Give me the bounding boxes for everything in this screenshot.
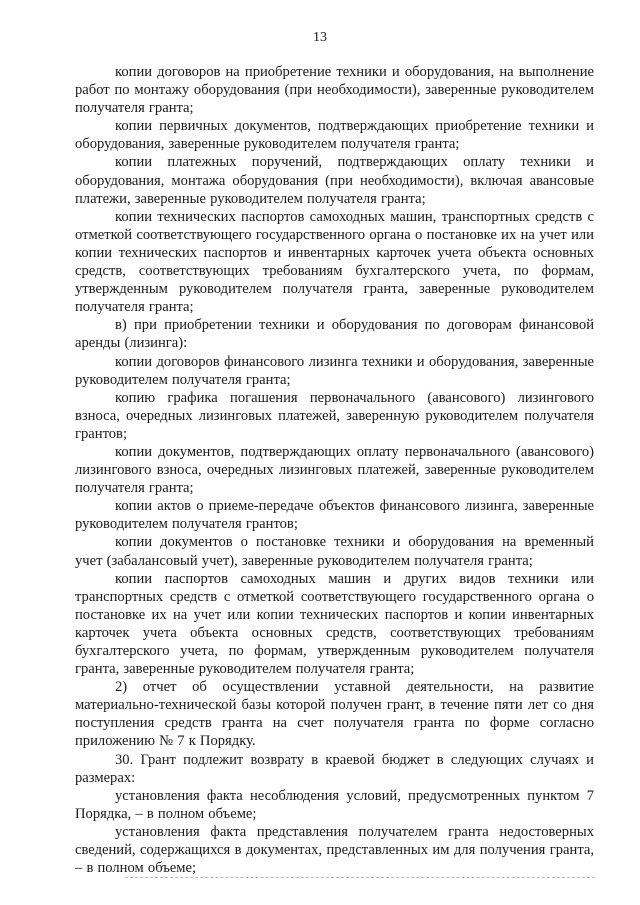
paragraph: в) при приобретении техники и оборудования по договорам финансовой аренды (лизинга): [75,317,594,352]
paragraph: 2) отчет об осуществлении уставной деятельности, на развитие материально-технической базы которой получен грант, в течение пяти лет со дня поступления средств гранта на счет получателя гранта по форме согласно приложению № 7 к Порядку. [75,679,594,750]
paragraph: установления факта представления получателем гранта недостоверных сведений, содержащихся в документах, представленных им для получения гранта, – в полном объеме; [75,823,594,877]
paragraph: копию графика погашения первоначального (авансового) лизингового взноса, очередных лизинговых платежей, заверенную руководителем получателя грантов; [75,389,594,442]
page-number: 13 [313,30,327,45]
paragraph: установления факта несоблюдения условий, предусмотренных пунктом 7 Порядка, – в полном объеме; [75,787,594,822]
document-body [75,63,594,877]
paragraph: копии технических паспортов самоходных машин, транспортных средств с отметкой соответствующего государственного органа о постановке их на учет или копии технических паспортов и инвентарных карточек учета объекта основных средств, соответствующих требованиям бухгалтерского учета, по формам, утвержденным руководителем получателя гранта, заверенные руководителем получателя гранта; [75,208,594,316]
paragraph: копии договоров финансового лизинга техники и оборудования, заверенные руководителем получателя гранта; [75,353,594,388]
paragraph: копии первичных документов, подтверждающих приобретение техники и оборудования, заверенные руководителем получателя гранта; [75,118,594,153]
paragraph: копии актов о приеме-передаче объектов финансового лизинга, заверенные руководителем получателя грантов; [75,498,594,533]
paragraph: 30. Грант подлежит возврату в краевой бюджет в следующих случаях и размерах: [75,751,594,786]
paragraph: копии платежных поручений, подтверждающих оплату техники и оборудования, монтажа оборудования (при необходимости), включая авансовые платежи, заверенные руководителем получателя гранта; [75,154,594,207]
paragraph: копии документов о постановке техники и оборудования на временный учет (забалансовый учет), заверенные руководителем получателя гранта; [75,534,594,569]
paragraph: копии паспортов самоходных машин и других видов техники или транспортных средств с отметкой соответствующего государственного органа о постановке их на учет или копии технических паспортов и копии инвентарных карточек учета объекта основных средств, соответствующих требованиям бухгалтерского учета, по формам, утвержденным руководителем получателя гранта, заверенные руководителем получателя гранта; [75,570,594,678]
paragraph: копии договоров на приобретение техники и оборудования, на выполнение работ по монтажу оборудования (при необходимости), заверенные руководителем получателя гранта; [75,64,594,117]
footer-divider [125,877,595,878]
paragraph: копии документов, подтверждающих оплату первоначального (авансового) лизингового взноса, очередных лизинговых платежей, заверенные руководителем получателя гранта; [75,443,594,497]
